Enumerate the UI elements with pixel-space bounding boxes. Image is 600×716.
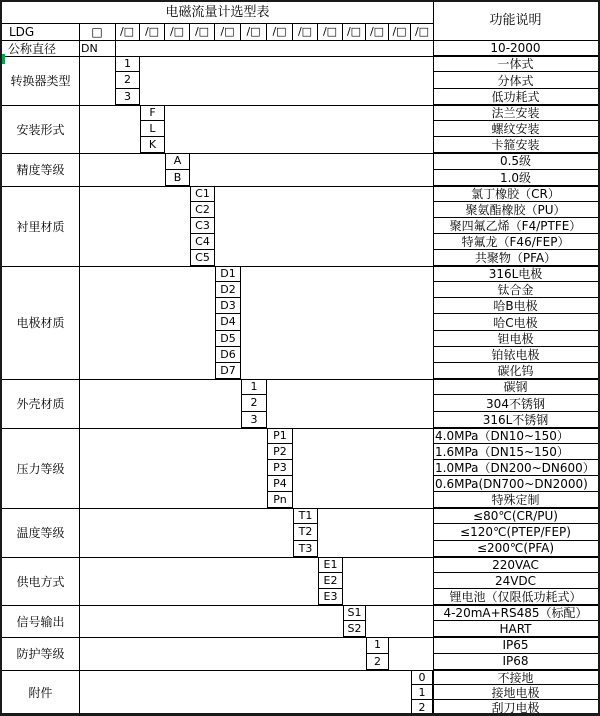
function-desc: 哈C电极 bbox=[433, 314, 598, 330]
option-code: 3 bbox=[241, 412, 267, 428]
function-desc: 碳化钨 bbox=[433, 363, 598, 379]
function-desc: 1.0级 bbox=[433, 170, 598, 187]
divider bbox=[2, 105, 598, 106]
function-desc: 锂电池（仅限低功耗式） bbox=[433, 589, 598, 605]
row-group-protection bbox=[2, 637, 598, 670]
row-group-temperature bbox=[2, 508, 598, 557]
function-desc: ≤200℃(PFA) bbox=[433, 541, 598, 557]
divider bbox=[79, 23, 80, 715]
option-code: 1 bbox=[241, 379, 267, 395]
option-code: T3 bbox=[293, 541, 318, 557]
option-code: D2 bbox=[215, 282, 241, 298]
option-code: P4 bbox=[267, 476, 293, 492]
function-desc: 共聚物（PFA） bbox=[433, 250, 598, 266]
model-slot-cell: /□ bbox=[318, 23, 343, 40]
divider bbox=[2, 23, 433, 24]
option-code: 2 bbox=[411, 700, 433, 715]
option-code: 1 bbox=[115, 56, 140, 72]
function-column-header: 功能说明 bbox=[489, 13, 542, 28]
function-desc: 0.6MPa(DN700~DN2000) bbox=[433, 476, 598, 492]
function-desc: 特氟龙（F46/FEP） bbox=[433, 234, 598, 250]
option-code: S1 bbox=[343, 605, 366, 621]
function-desc: 螺纹安装 bbox=[433, 121, 598, 137]
option-code: Pn bbox=[267, 492, 293, 508]
divider bbox=[2, 153, 598, 154]
function-desc: ≤80℃(CR/PU) bbox=[433, 508, 598, 524]
group-label: 安装形式 bbox=[16, 122, 65, 137]
option-code: B bbox=[165, 170, 190, 187]
function-desc: 1.6MPa（DN15~150） bbox=[433, 444, 598, 460]
option-code: D4 bbox=[215, 314, 241, 330]
option-code: C3 bbox=[190, 218, 215, 234]
function-desc: 10-2000 bbox=[433, 40, 598, 56]
group-label: 供电方式 bbox=[16, 574, 65, 589]
option-code: 1 bbox=[366, 637, 389, 654]
table-title: 电磁流量计选型表 bbox=[165, 5, 270, 20]
row-group-accuracy bbox=[2, 153, 598, 186]
model-slot-cell: /□ bbox=[343, 23, 366, 40]
function-desc: 4.0MPa（DN10~150） bbox=[433, 428, 598, 444]
function-desc: 铂铱电极 bbox=[433, 347, 598, 363]
option-code: D1 bbox=[215, 266, 241, 282]
option-code: 2 bbox=[366, 654, 389, 671]
function-desc: 220VAC bbox=[433, 557, 598, 573]
divider bbox=[2, 428, 598, 429]
option-code: K bbox=[140, 137, 165, 153]
group-label: 公称直径 bbox=[8, 41, 57, 56]
group-label: 转换器类型 bbox=[10, 74, 71, 88]
row-group-signal-output bbox=[2, 605, 598, 637]
option-code: C2 bbox=[190, 202, 215, 218]
function-desc: ≤120℃(PTEP/FEP) bbox=[433, 524, 598, 540]
row-group-diameter bbox=[2, 40, 598, 56]
model-slot-cell: /□ bbox=[215, 23, 241, 40]
option-code: 1 bbox=[411, 685, 433, 700]
divider bbox=[2, 186, 598, 187]
option-code: L bbox=[140, 121, 165, 137]
row-group-lining bbox=[2, 186, 598, 266]
group-label: 温度等级 bbox=[16, 526, 65, 540]
option-code: T1 bbox=[293, 508, 318, 524]
option-code: A bbox=[165, 153, 190, 170]
function-desc: IP68 bbox=[433, 654, 598, 671]
option-code: E3 bbox=[318, 589, 343, 605]
function-desc: 钽电极 bbox=[433, 331, 598, 347]
option-code: E2 bbox=[318, 573, 343, 589]
divider bbox=[2, 557, 598, 558]
function-desc: 卡箍安装 bbox=[433, 137, 598, 153]
group-label: 精度等级 bbox=[16, 163, 65, 177]
divider bbox=[2, 605, 598, 606]
divider bbox=[2, 266, 598, 267]
row-group-installation bbox=[2, 105, 598, 153]
model-slot-cell: /□ bbox=[115, 23, 140, 40]
model-slot-cell: /□ bbox=[267, 23, 293, 40]
divider bbox=[2, 637, 598, 638]
option-code: E1 bbox=[318, 557, 343, 573]
model-slot-cell: /□ bbox=[366, 23, 389, 40]
option-code: C5 bbox=[190, 250, 215, 266]
option-code: P3 bbox=[267, 460, 293, 476]
function-desc: 低功耗式 bbox=[433, 89, 598, 105]
divider bbox=[2, 56, 598, 57]
function-desc: 接地电极 bbox=[433, 685, 598, 700]
function-desc: 24VDC bbox=[433, 573, 598, 589]
model-prefix-label: LDG bbox=[9, 24, 35, 39]
model-box-cell: □ bbox=[91, 24, 103, 39]
option-code: 0 bbox=[411, 670, 433, 685]
function-desc: 碳钢 bbox=[433, 379, 598, 395]
function-desc: IP65 bbox=[433, 637, 598, 654]
model-slot-cell: /□ bbox=[414, 25, 430, 38]
function-desc: 特殊定制 bbox=[433, 492, 598, 508]
function-desc: 0.5级 bbox=[433, 153, 598, 170]
model-slot-cell: /□ bbox=[241, 23, 267, 40]
option-code: F bbox=[140, 105, 165, 121]
function-desc: 不接地 bbox=[433, 670, 598, 685]
row-group-housing bbox=[2, 379, 598, 428]
green-mark bbox=[2, 54, 5, 64]
row-group-converter-type bbox=[2, 56, 598, 105]
row-group-electrode bbox=[2, 266, 598, 379]
function-desc: 316L电极 bbox=[433, 266, 598, 282]
function-desc: 分体式 bbox=[433, 72, 598, 88]
model-slot-cell: /□ bbox=[293, 23, 318, 40]
option-code: D3 bbox=[215, 298, 241, 314]
group-label: 防护等级 bbox=[16, 647, 65, 661]
function-desc: 氯丁橡胶（CR） bbox=[433, 186, 598, 202]
option-code: S2 bbox=[343, 621, 366, 637]
function-desc: 一体式 bbox=[433, 56, 598, 72]
option-code: D6 bbox=[215, 347, 241, 363]
option-code: D7 bbox=[215, 363, 241, 379]
option-code: 2 bbox=[115, 72, 140, 88]
option-code: T2 bbox=[293, 524, 318, 540]
row-group-accessories bbox=[2, 670, 598, 715]
model-slot-cell: /□ bbox=[165, 23, 190, 40]
model-slot-cell: /□ bbox=[190, 23, 215, 40]
group-label: 电极材质 bbox=[16, 316, 65, 330]
option-code: 3 bbox=[115, 89, 140, 105]
option-code: C1 bbox=[190, 186, 215, 202]
function-desc: 1.0MPa（DN200~DN600） bbox=[433, 460, 598, 476]
divider bbox=[115, 23, 116, 105]
function-desc: 4-20mA+RS485（标配） bbox=[433, 605, 598, 621]
function-desc: HART bbox=[433, 621, 598, 637]
group-label: 信号输出 bbox=[16, 614, 65, 629]
function-desc: 哈B电极 bbox=[433, 298, 598, 314]
group-label: 附件 bbox=[28, 686, 53, 700]
option-code: 2 bbox=[241, 395, 267, 411]
function-desc: 304不锈钢 bbox=[433, 395, 598, 411]
group-label: 衬里材质 bbox=[16, 219, 65, 234]
group-label: 外壳材质 bbox=[16, 397, 65, 411]
function-desc: 刮刀电极 bbox=[433, 700, 598, 715]
option-code: DN bbox=[79, 40, 115, 56]
option-code: C4 bbox=[190, 234, 215, 250]
divider bbox=[2, 40, 598, 41]
divider bbox=[2, 379, 598, 380]
divider bbox=[2, 508, 598, 509]
option-code: P2 bbox=[267, 444, 293, 460]
function-desc: 聚氨酯橡胶（PU） bbox=[433, 202, 598, 218]
model-slot-cell: /□ bbox=[140, 23, 165, 40]
function-desc: 法兰安装 bbox=[433, 105, 598, 121]
function-desc: 316L不锈钢 bbox=[433, 412, 598, 428]
option-code: D5 bbox=[215, 331, 241, 347]
divider bbox=[2, 670, 598, 671]
row-group-power-supply bbox=[2, 557, 598, 605]
row-group-pressure bbox=[2, 428, 598, 508]
divider bbox=[433, 2, 434, 715]
group-label: 压力等级 bbox=[16, 461, 65, 476]
function-desc: 钛合金 bbox=[433, 282, 598, 298]
function-desc: 聚四氟乙烯（F4/PTFE） bbox=[433, 218, 598, 234]
model-slot-cell: /□ bbox=[389, 23, 411, 40]
option-code: P1 bbox=[267, 428, 293, 444]
